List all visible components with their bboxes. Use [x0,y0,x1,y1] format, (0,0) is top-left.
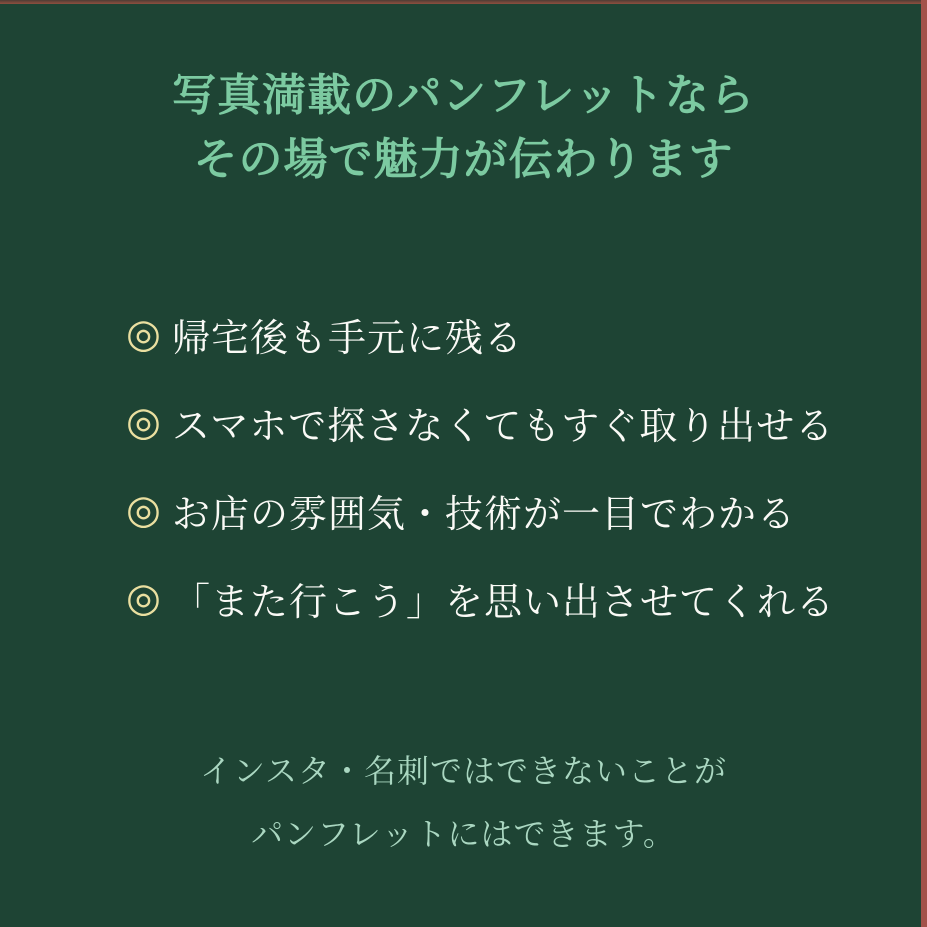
list-item [126,378,835,466]
list-item [126,290,835,378]
title-line-1: 写真満載のパンフレットなら [172,71,755,120]
top-frame-edge [0,0,927,4]
slide-title [0,64,927,192]
title-line-2: その場で魅力が伝わります [193,135,734,184]
list-item [126,466,835,554]
benefit-label: お店の雰囲気・技術が一目でわかる [172,493,797,536]
bullseye-bullet-icon: ◎ [126,312,161,356]
footer-note [0,740,927,866]
benefit-label: 帰宅後も手元に残る [172,317,524,360]
list-item [126,554,835,642]
footer-line-1: インスタ・名刺ではできないことが [199,753,728,789]
footer-line-2: パンフレットにはできます。 [251,816,676,852]
benefit-list [126,290,835,642]
bullseye-bullet-icon: ◎ [126,400,161,444]
benefit-label: スマホで探さなくてもすぐ取り出せる [172,405,835,448]
benefit-label: 「また行こう」を思い出させてくれる [172,581,836,624]
bullseye-bullet-icon: ◎ [126,576,161,620]
bullseye-bullet-icon: ◎ [126,488,161,532]
